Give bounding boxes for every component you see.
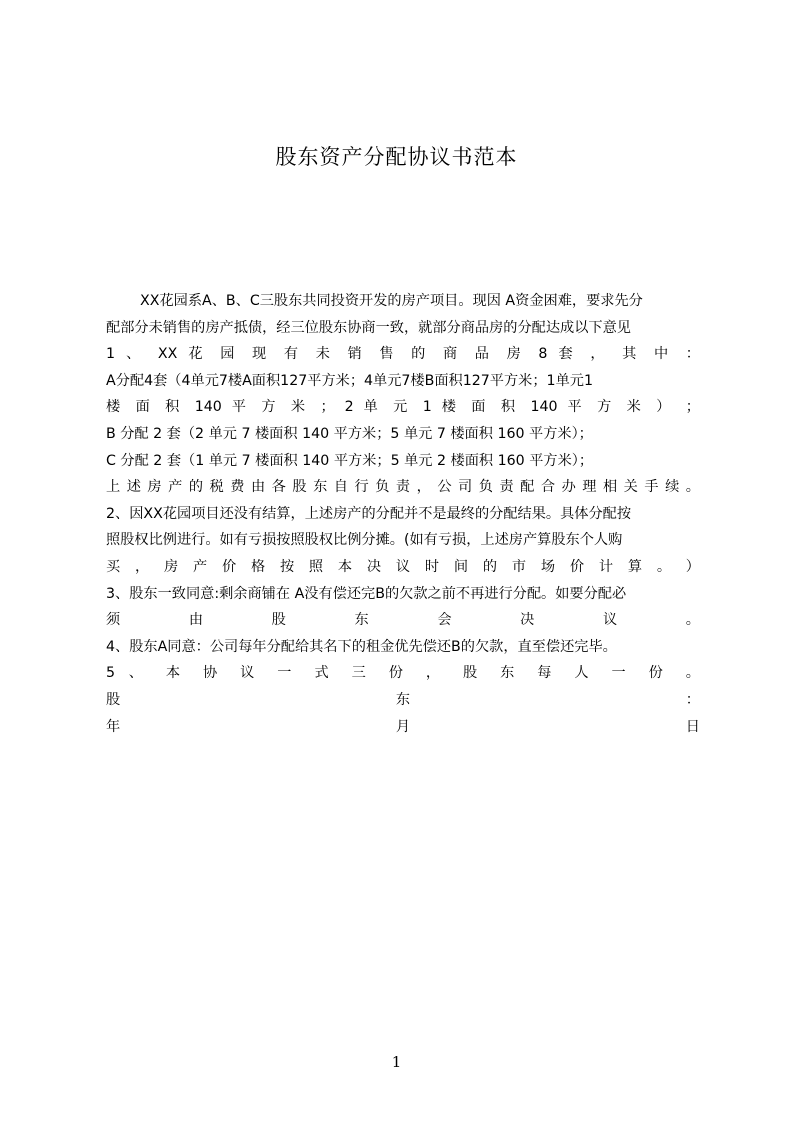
paragraph-line: 4、股东A同意：公司每年分配给其名下的租金优先偿还B的欠款，直至偿还完毕。	[106, 638, 617, 655]
paragraph-line: 须 由 股 东 会 决 议 。	[106, 612, 700, 629]
paragraph-line: 3、股东一致同意:剩余商铺在 A没有偿还完B的欠款之前不再进行分配。如要分配必	[106, 585, 627, 602]
paragraph-line: 5 、 本 协 议 一 式 三 份 ， 股 东 每 人 一 份 。	[106, 665, 700, 682]
paragraph-line: C 分配 2 套（1 单元 7 楼面积 140 平方米；5 单元 2 楼面积 160 平方米）；	[106, 452, 594, 469]
paragraph-line: 照股权比例进行。如有亏损按照股权比例分摊。(如有亏损，上述房产算股东个人购	[106, 532, 623, 549]
paragraph-line: 上 述 房 产 的 税 费 由 各 股 东 自 行 负 责 ， 公 司 负 责 配 合 办 理 相 关 手 续 。	[106, 479, 700, 496]
page-number: 1	[391, 1053, 402, 1071]
paragraph-line: 配部分未销售的房产抵债，经三位股东协商一致，就部分商品房的分配达成以下意见	[106, 319, 631, 336]
document-title: 股东资产分配协议书范本	[275, 145, 518, 169]
paragraph-line: XX花园系A、B、C三股东共同投资开发的房产项目。现因 A资金困难，要求先分	[140, 293, 643, 309]
paragraph-line: B 分配 2 套（2 单元 7 楼面积 140 平方米；5 单元 7 楼面积 160 平方米）；	[106, 425, 593, 442]
paragraph-line: 买 ， 房 产 价 格 按 照 本 决 议 时 间 的 市 场 价 计 算 。 ）	[106, 558, 700, 575]
document-body	[106, 288, 700, 740]
paragraph-line: 楼 面 积 140 平 方 米 ； 2 单 元 1 楼 面 积 140 平 方 米 ） ；	[106, 399, 700, 416]
signature-line: 股 东 ：	[106, 691, 700, 708]
paragraph-line: 2、因XX花园项目还没有结算，上述房产的分配并不是最终的分配结果。具体分配按	[106, 505, 632, 522]
paragraph-line: A分配4套（4单元7楼A面积127平方米；4单元7楼B面积127平方米；1单元1	[106, 372, 593, 389]
date-line: 年 月 日	[106, 718, 700, 735]
paragraph-line: 1 、 XX 花 园 现 有 未 销 售 的 商 品 房 8 套 ， 其 中 ：	[106, 346, 700, 363]
